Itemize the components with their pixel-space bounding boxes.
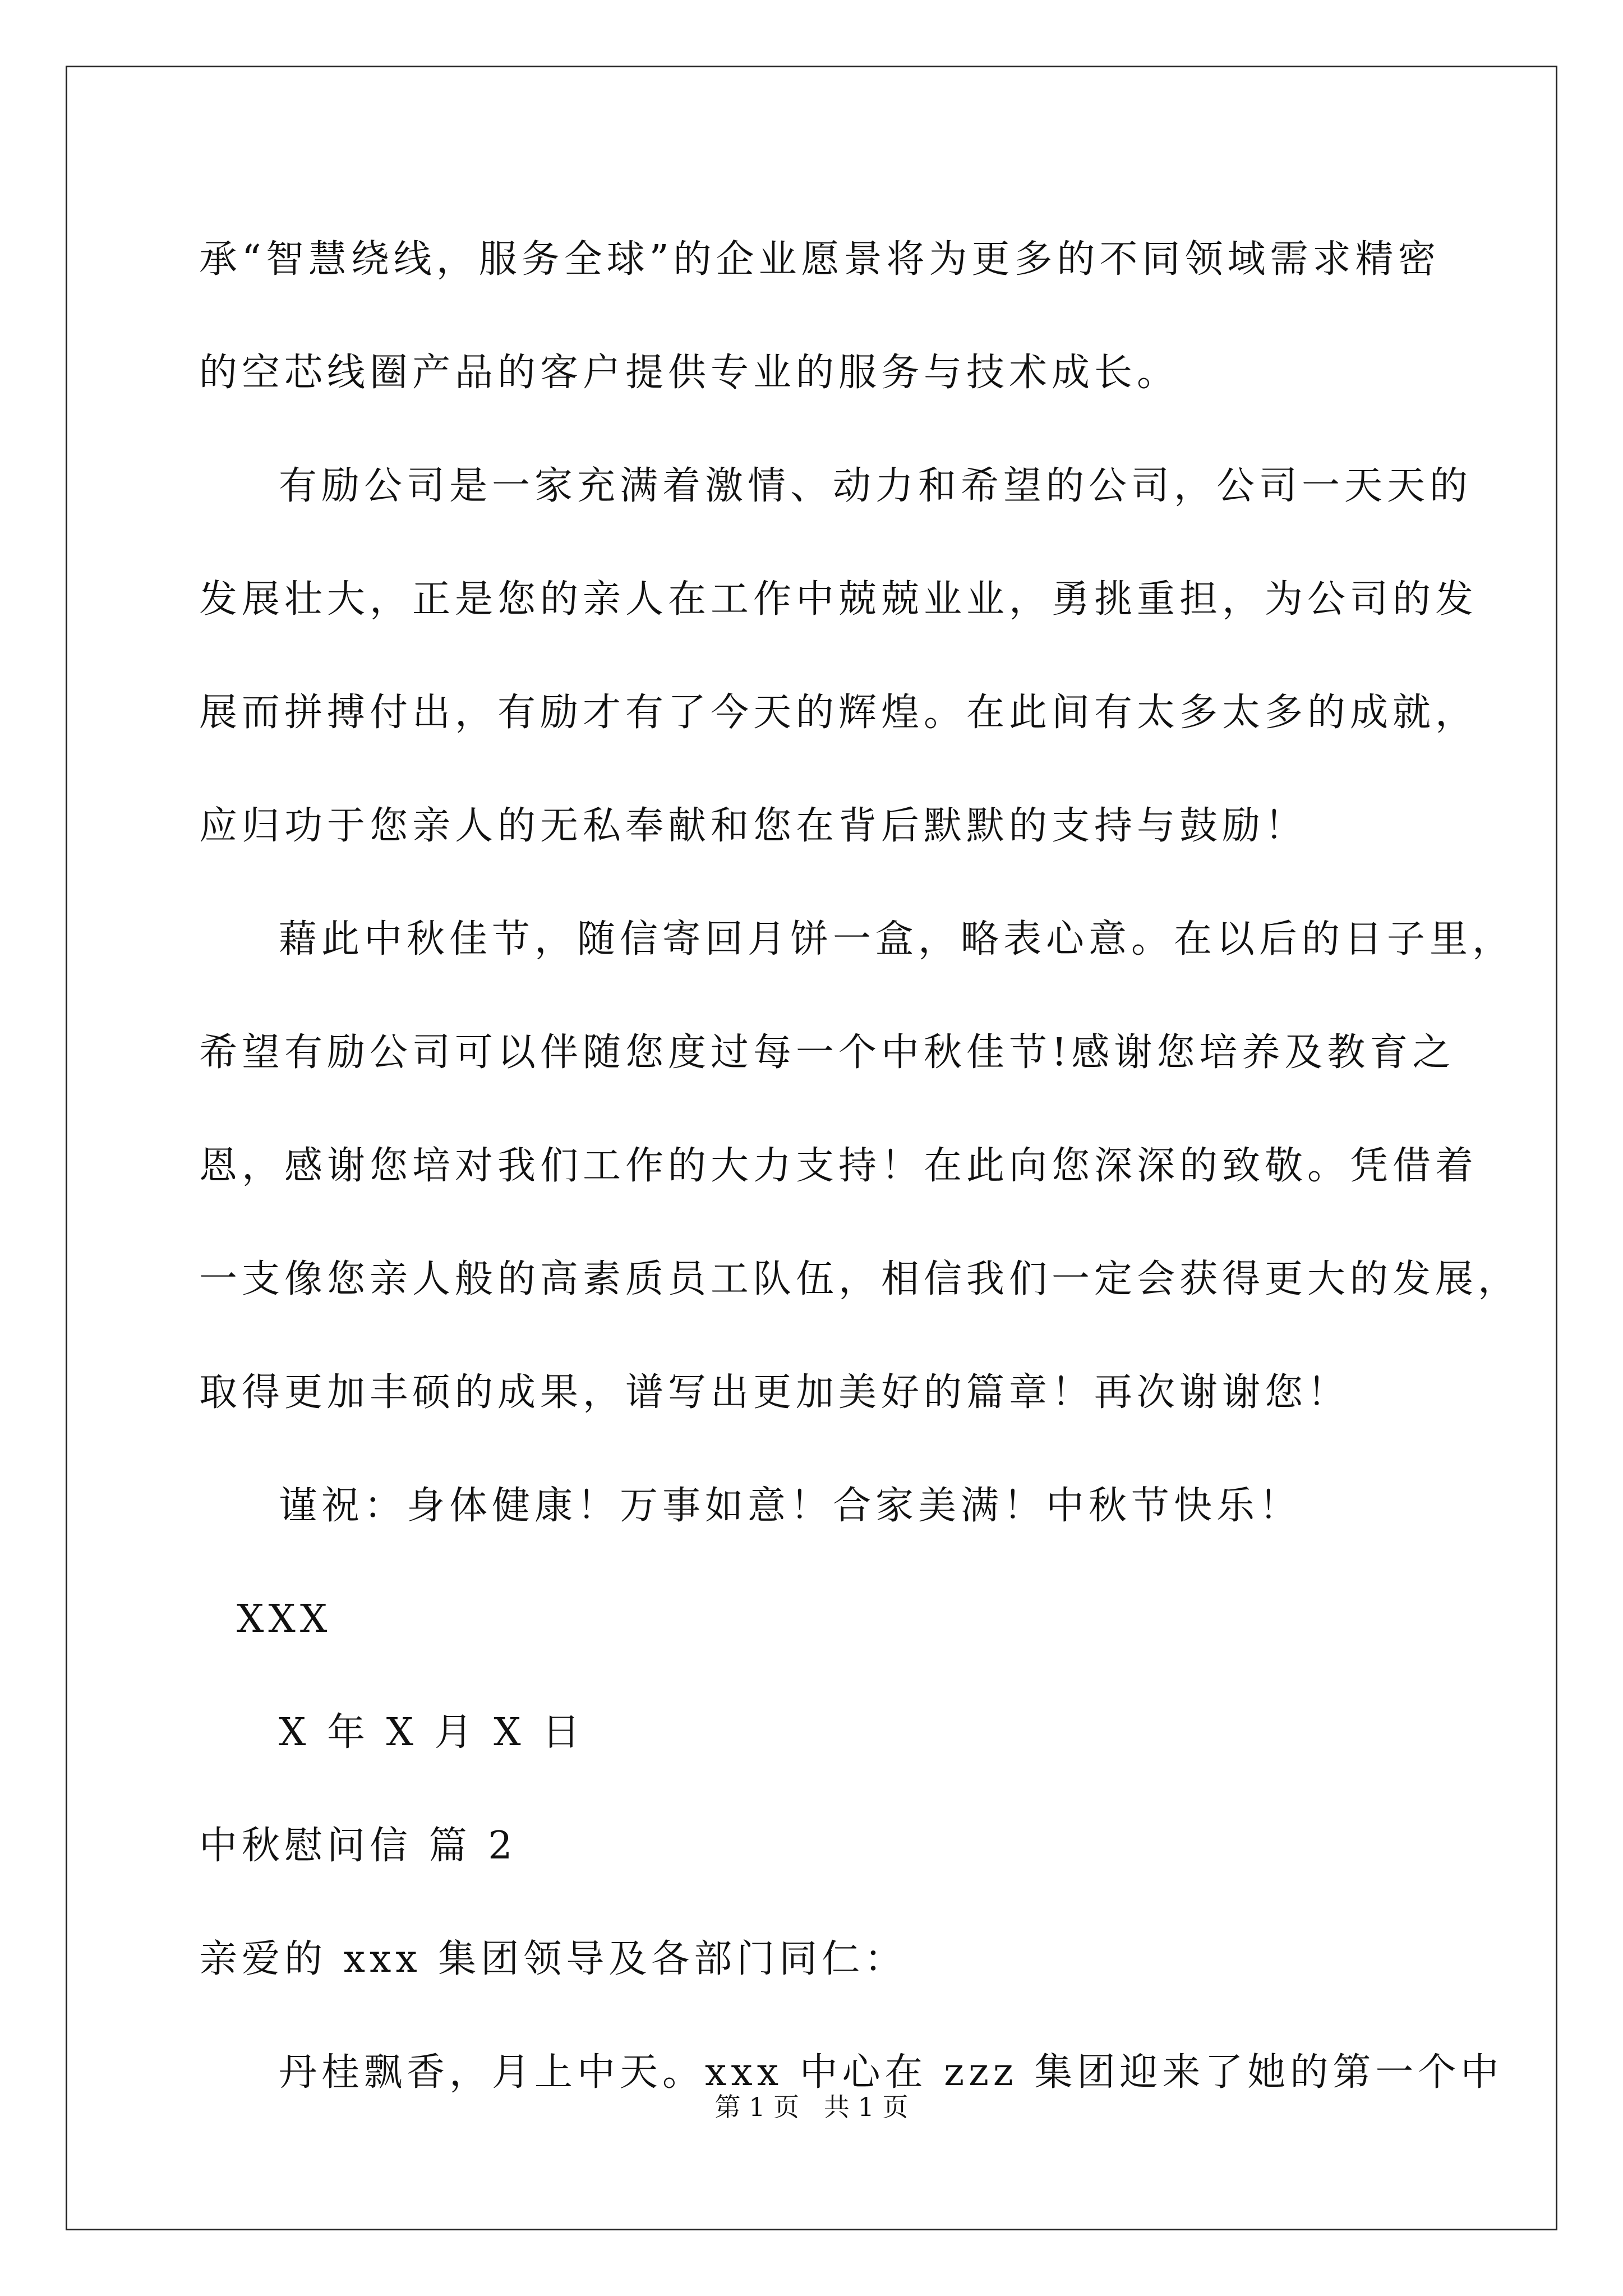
salutation: 亲爱的 xxx 集团领导及各部门同仁： bbox=[199, 1937, 907, 1981]
document-body bbox=[199, 203, 1521, 2129]
paragraph-line: 取得更加丰硕的成果，谱写出更加美好的篇章！再次谢谢您！ bbox=[199, 1370, 1350, 1415]
paragraph-line: 承“智慧绕线，服务全球”的企业愿景将为更多的不同领域需求精密 bbox=[199, 237, 1441, 282]
paragraph-line: 丹桂飘香，月上中天。xxx 中心在 zzz 集团迎来了她的第一个中 bbox=[279, 2050, 1504, 2095]
paragraph-line: 应归功于您亲人的无私奉献和您在背后默默的支持与鼓励！ bbox=[199, 804, 1308, 848]
paragraph-line: 有励公司是一家充满着激情、动力和希望的公司，公司一天天的 bbox=[279, 464, 1473, 508]
signature-date: X 年 X 月 X 日 bbox=[279, 1710, 585, 1755]
section-heading: 中秋慰问信 篇 2 bbox=[199, 1824, 517, 1868]
paragraph-line: 恩，感谢您培对我们工作的大力支持！在此向您深深的致敬。凭借着 bbox=[199, 1144, 1478, 1188]
page-number-footer: 第 1 页 共 1 页 bbox=[714, 2092, 909, 2122]
closing-wishes: 谨祝：身体健康！万事如意！合家美满！中秋节快乐！ bbox=[279, 1484, 1302, 1528]
paragraph-line: 发展壮大，正是您的亲人在工作中兢兢业业，勇挑重担，为公司的发 bbox=[199, 577, 1478, 622]
paragraph-line: 希望有励公司可以伴随您度过每一个中秋佳节!感谢您培养及教育之 bbox=[199, 1030, 1455, 1075]
paragraph-line: 一支像您亲人般的高素质员工队伍，相信我们一定会获得更大的发展， bbox=[199, 1257, 1521, 1301]
signature-name: XXX bbox=[237, 1597, 332, 1641]
paragraph-line: 展而拼搏付出，有励才有了今天的辉煌。在此间有太多太多的成就， bbox=[199, 691, 1478, 735]
paragraph-line: 藉此中秋佳节，随信寄回月饼一盒，略表心意。在以后的日子里， bbox=[279, 917, 1515, 961]
paragraph-line: 的空芯线圈产品的客户提供专业的服务与技术成长。 bbox=[199, 351, 1180, 395]
